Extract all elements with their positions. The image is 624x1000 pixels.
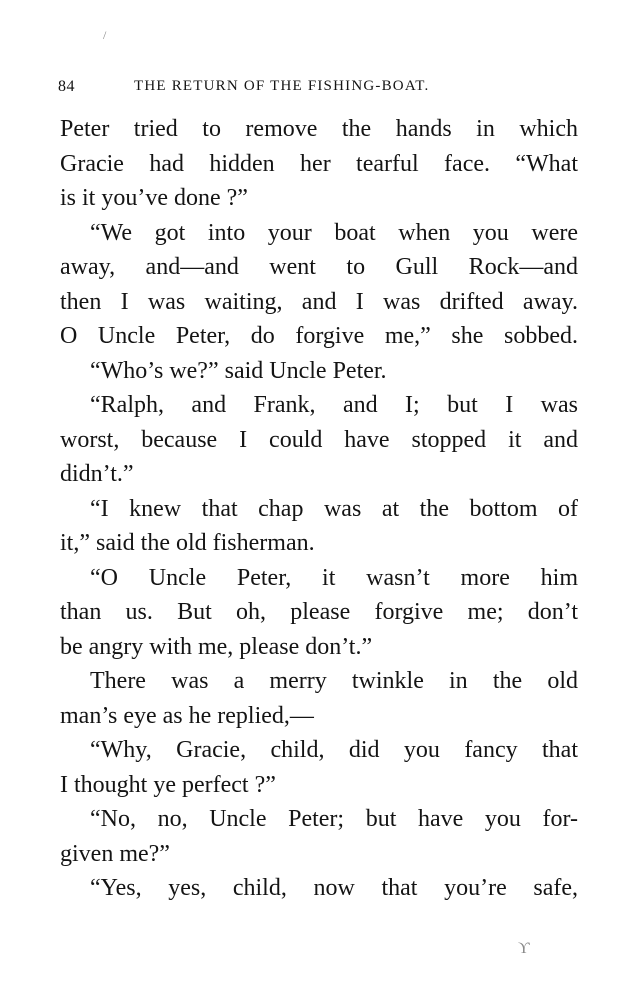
text-line: “O Uncle Peter, it wasn’t more him: [90, 564, 578, 591]
text-line: “Yes, yes, child, now that you’re safe,: [90, 875, 578, 901]
text-line: Gracie had hidden her tearful face. “What: [60, 150, 578, 177]
paper-speck: ϒ: [518, 940, 530, 957]
page-header: [58, 78, 578, 100]
text-line: “Why, Gracie, child, did you fancy that: [90, 737, 578, 763]
text-line: Peter tried to remove the hands in which: [60, 116, 578, 142]
text-line: “I knew that chap was at the bottom of: [90, 495, 578, 522]
text-line: is it you’ve done ?”: [60, 185, 248, 211]
page-number: 84: [58, 78, 75, 95]
text-line: didn’t.”: [60, 461, 134, 487]
text-line: I thought ye perfect ?”: [60, 771, 276, 798]
text-line: “Ralph, and Frank, and I; but I was: [90, 392, 578, 418]
text-line: There was a merry twinkle in the old: [90, 668, 578, 694]
text-line: then I was waiting, and I was drifted away.: [60, 288, 578, 315]
text-line: it,” said the old fisherman.: [60, 530, 315, 556]
running-title: THE RETURN OF THE FISHING-BOAT.: [134, 78, 430, 94]
text-line: O Uncle Peter, do forgive me,” she sobbed.: [60, 323, 578, 349]
paper-speck: /: [103, 28, 107, 42]
text-line: “Who’s we?” said Uncle Peter.: [90, 357, 387, 384]
text-line: given me?”: [60, 840, 170, 867]
text-line: man’s eye as he replied,—: [60, 702, 314, 729]
text-line: worst, because I could have stopped it and: [60, 426, 578, 453]
text-line: away, and—and went to Gull Rock—and: [60, 254, 578, 280]
text-line: “No, no, Uncle Peter; but have you for-: [90, 806, 578, 832]
text-line: than us. But oh, please forgive me; don’t: [60, 599, 578, 625]
body-text: [60, 112, 578, 906]
text-line: be angry with me, please don’t.”: [60, 633, 373, 660]
text-line: “We got into your boat when you were: [90, 219, 578, 246]
